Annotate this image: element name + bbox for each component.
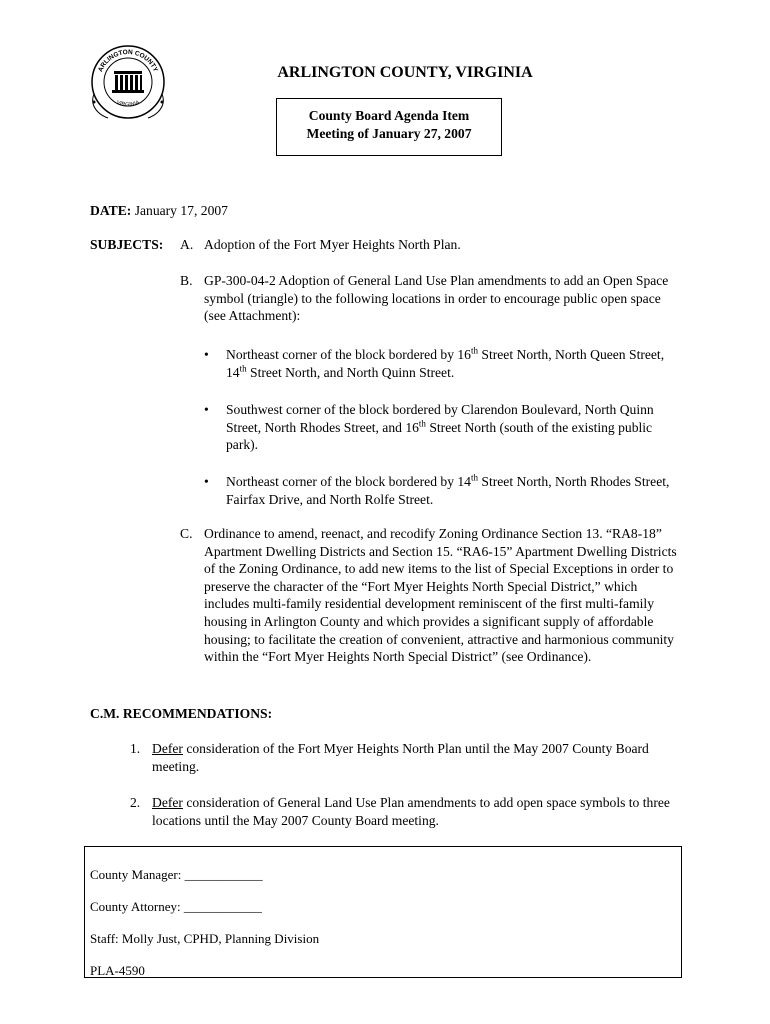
- recommendation-text: Defer consideration of the Fort Myer Heights North Plan until the May 2007 County Board meeting.: [152, 741, 649, 774]
- agenda-line-1: County Board Agenda Item: [308, 108, 470, 123]
- county-title: ARLINGTON COUNTY, VIRGINIA: [277, 64, 533, 81]
- recommendation-text: Defer consideration of General Land Use Plan amendments to add open space symbols to three locations until the May 2007 County Board meeting.: [152, 795, 670, 828]
- bullet-icon: •: [204, 347, 209, 362]
- subject-b-text: GP-300-04-2 Adoption of General Land Use Plan amendments to add an Open Space symbol (triangle) to the following locations in order to encourage public open space (see Attachment):: [204, 273, 669, 324]
- agenda-item-box: [276, 98, 502, 156]
- date-label: DATE:: [90, 203, 132, 218]
- date-line: [90, 202, 228, 220]
- document-id: PLA-4590: [90, 963, 145, 978]
- subjects-label: SUBJECTS:: [90, 237, 164, 252]
- bullet-icon: •: [204, 474, 209, 489]
- subject-c-text: Ordinance to amend, reenact, and recodify Zoning Ordinance Section 13. “RA8-18” Apartment Dwelling Districts and Section 15. “RA6-15” Apartment Dwelling Districts of the Zoning Ordinance, to add new items to the list of Special Exceptions in order to preserve the character of the “Fort Myer Heights North Special District,” which includes multi-family residential development reminiscent of the first multi-family housing in Arlington County and which provides a significant supply of affordable housing; to facilitate the creation of convenient, attractive and harmonious community within the “Fort Myer Heights North Special District” (see Ordinance).: [204, 526, 677, 665]
- bullet-text: Southwest corner of the block bordered by Clarendon Boulevard, North Quinn Street, North Rhodes Street, and 16th Street North (south of the existing public park).: [226, 402, 654, 453]
- subject-a-text: Adoption of the Fort Myer Heights North Plan.: [204, 237, 461, 252]
- recommendations-heading: C.M. RECOMMENDATIONS:: [90, 706, 273, 721]
- county-seal: [86, 42, 170, 126]
- staff-line: Staff: Molly Just, CPHD, Planning Division: [90, 931, 320, 946]
- agenda-line-2: Meeting of January 27, 2007: [306, 125, 472, 141]
- subject-c-letter: C.: [180, 526, 193, 541]
- seal-text-top: ARLINGTON COUNTY: [97, 48, 159, 74]
- bullet-icon: •: [204, 402, 209, 417]
- svg-text:VIRGINIA: [115, 100, 140, 109]
- subject-b-letter: B.: [180, 273, 193, 288]
- subject-a-letter: A.: [180, 237, 194, 252]
- county-attorney-line: County Attorney: ____________: [90, 899, 262, 914]
- county-manager-line: County Manager: ____________: [90, 867, 263, 882]
- date-value: January 17, 2007: [134, 203, 228, 218]
- seal-text-bottom: VIRGINIA: [115, 99, 141, 109]
- bullet-text: Northeast corner of the block bordered by 14th Street North, North Rhodes Street, Fairfax Drive, and North Rolfe Street.: [226, 472, 670, 507]
- recommendation-number: 1.: [130, 741, 141, 756]
- bullet-text: Northeast corner of the block bordered by 16th Street North, North Queen Street, 14th Street North, and North Quinn Street.: [226, 345, 665, 380]
- recommendation-number: 2.: [130, 795, 141, 810]
